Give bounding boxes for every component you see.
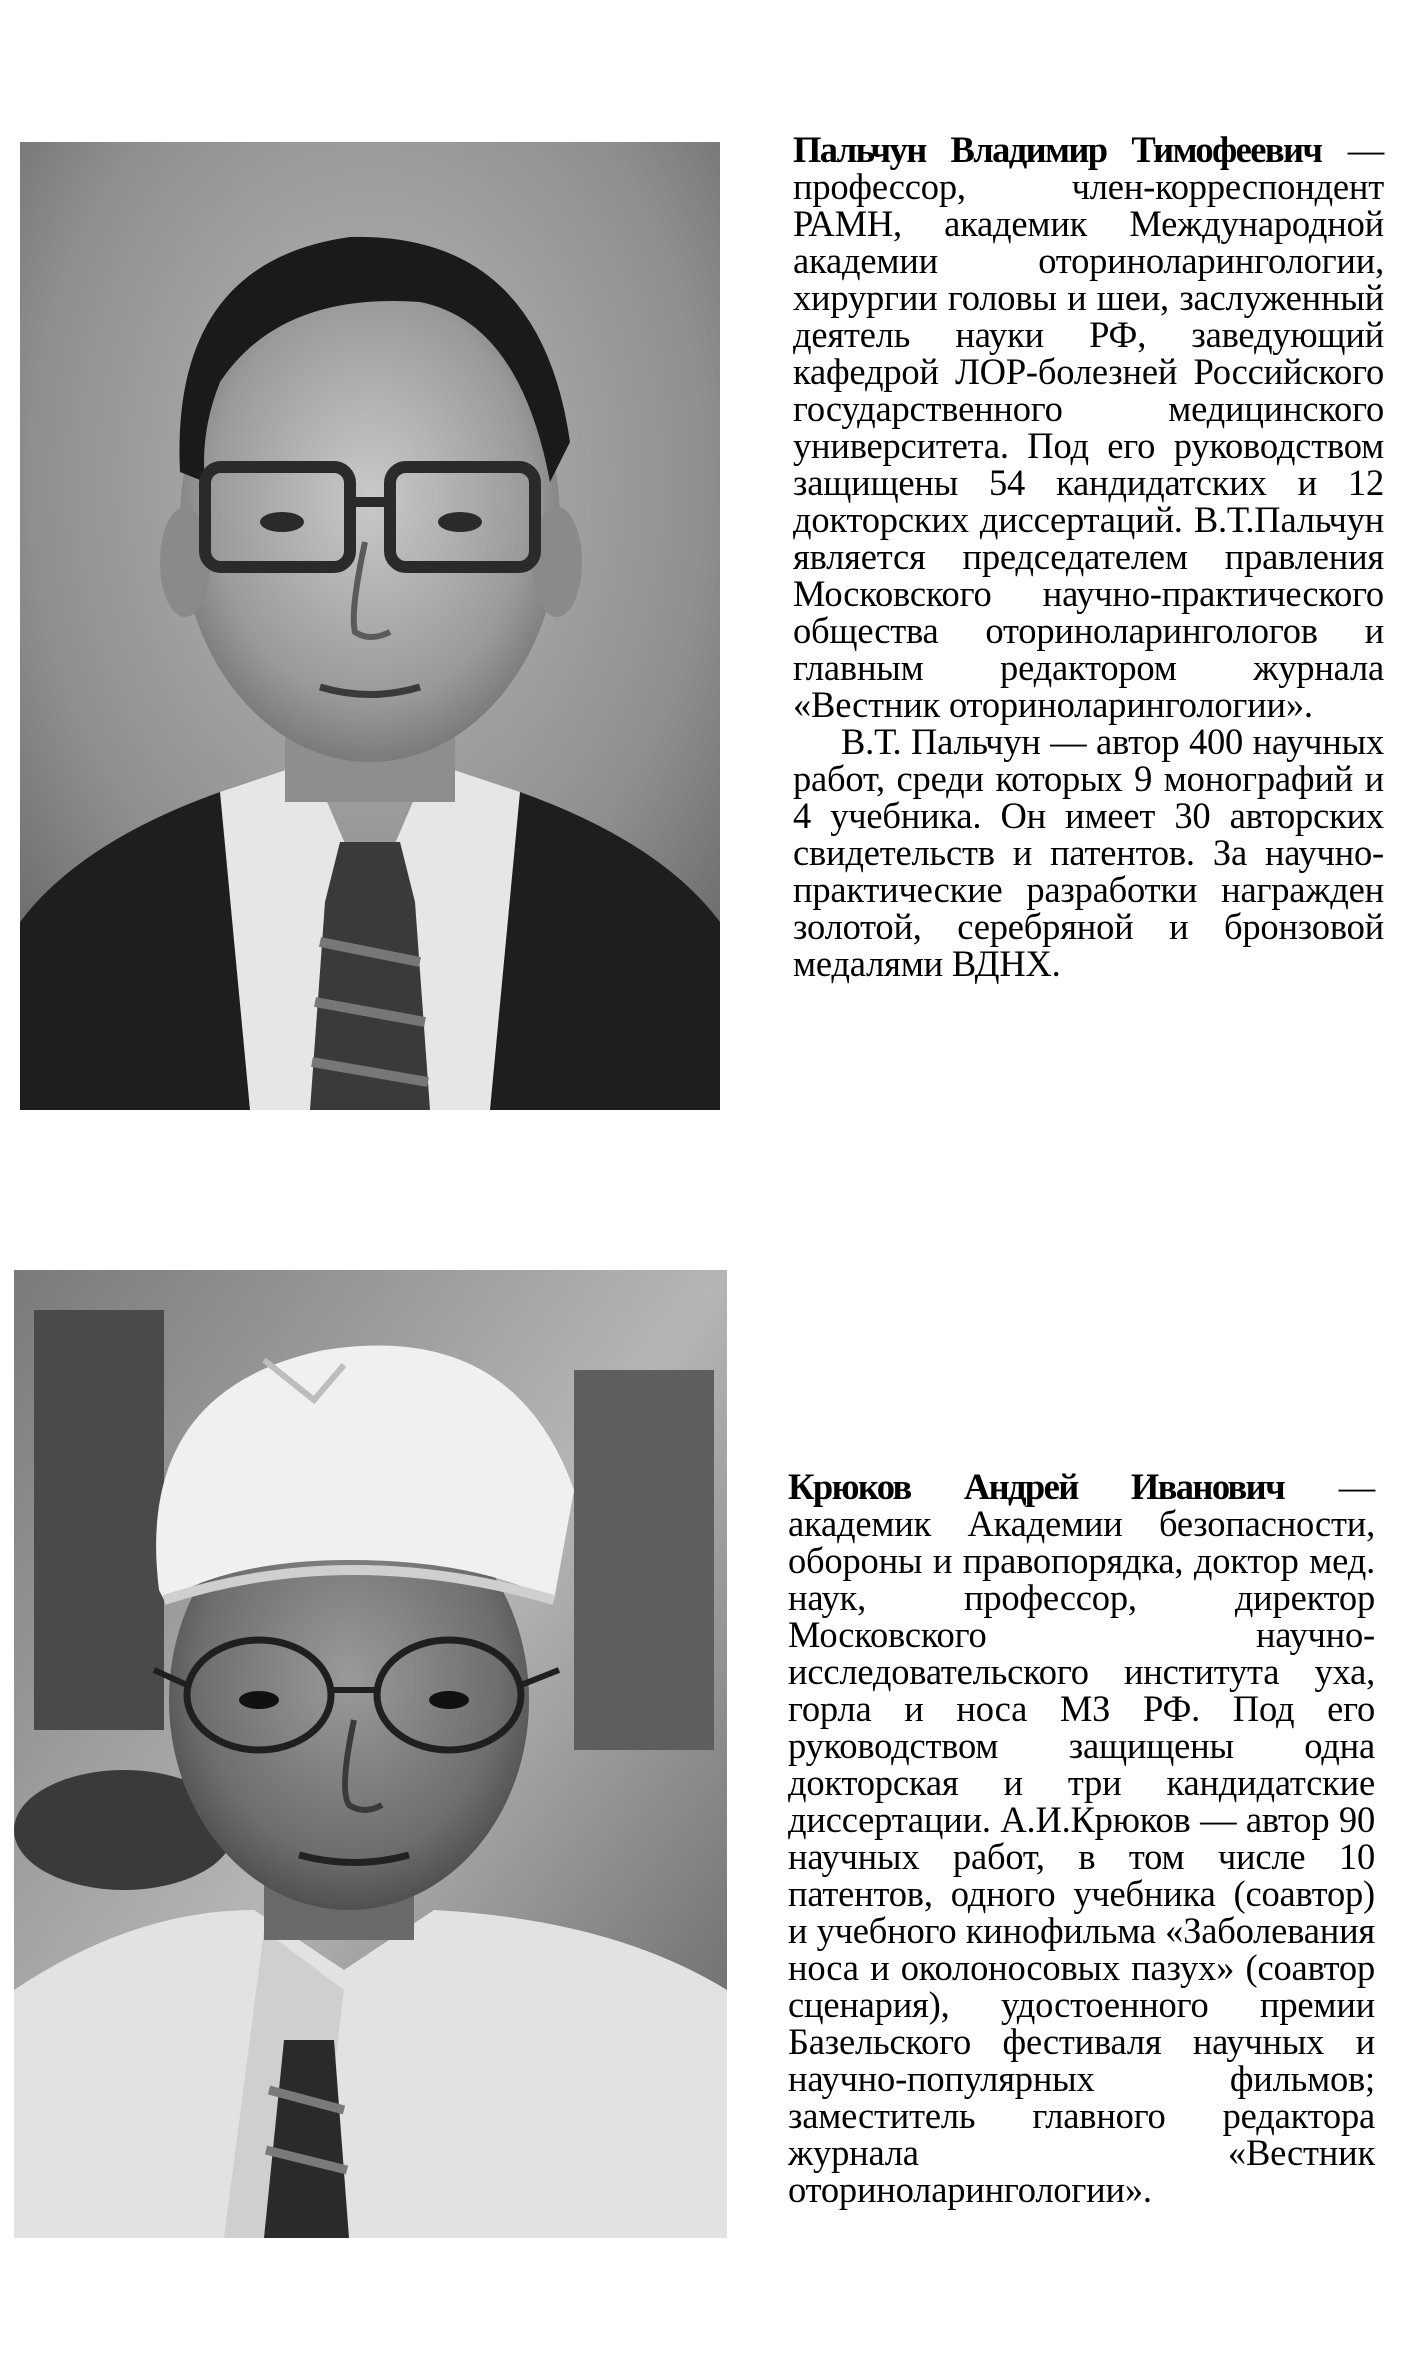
portrait-kryukov-image [14, 1270, 727, 2238]
bio-kryukov [788, 1468, 1375, 2208]
bio-kryukov-name: Крюков Андрей Иванович [788, 1466, 1285, 1507]
portrait-palchun [20, 142, 720, 1110]
portrait-kryukov [14, 1270, 727, 2238]
bio-palchun-paragraph-1 [793, 131, 1384, 723]
bio-palchun-text-1: — профессор, член-корреспондент РАМН, академик Международной академии оториноларингологии, хирургии головы и шеи, заслуженный деятель науки РФ, заведующий кафедрой ЛОР-болезней Российского государственного медицинского университета. Под его руководством защищены 54 кандидатских и 12 докторских диссертаций. В.Т.Пальчун является председателем правления Московского научно-практического общества оториноларингологов и главным редактором журнала «Вестник оториноларингологии». [793, 129, 1384, 725]
bio-kryukov-paragraph-1 [788, 1468, 1375, 2208]
bio-palchun-name: Пальчун Владимир Тимофеевич [793, 129, 1322, 170]
bio-palchun-paragraph-2: В.Т. Пальчун — автор 400 научных работ, среди которых 9 монографий и 4 учебника. Он имеет 30 авторских свидетельств и патентов. За научно-практические разработки награжден золотой, серебряной и бронзовой медалями ВДНХ. [793, 721, 1384, 984]
portrait-palchun-image [20, 142, 720, 1110]
bio-kryukov-text-1: — академик Академии безопасности, обороны и правопорядка, доктор мед. наук, профессор, директор Московского научно-исследовательского института уха, горла и носа МЗ РФ. Под его руководством защищены одна докторская и три кандидатские диссертации. А.И.Крюков — автор 90 научных работ, в том числе 10 патентов, одного учебника (соавтор) и учебного кинофильма «Заболевания носа и околоносовых пазух» (соавтор сценария), удостоенного премии Базельского фестиваля научных и научно-популярных фильмов; заместитель главного редактора журнала «Вестник оториноларингологии». [788, 1466, 1375, 2210]
bio-palchun [793, 131, 1384, 982]
